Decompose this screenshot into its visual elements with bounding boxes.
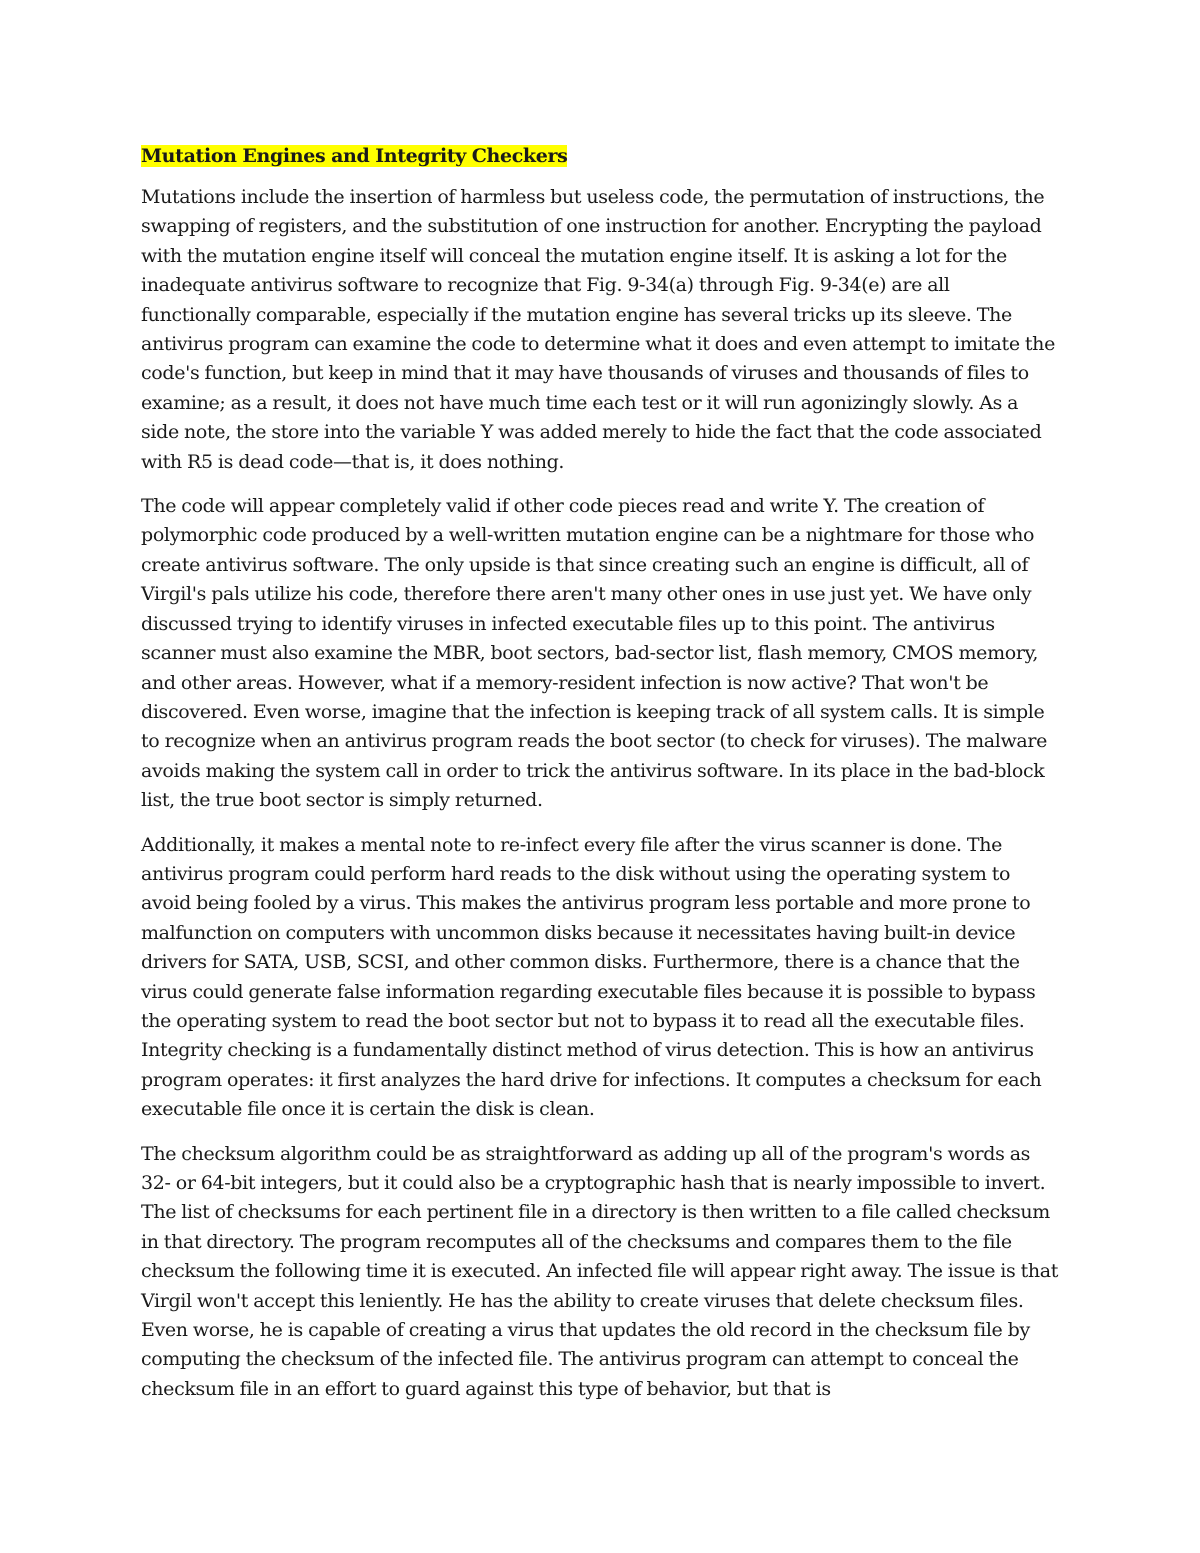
paragraph-1: Mutations include the insertion of harmless but useless code, the permutation of instructions, the swapping of registers, and the substitution of one instruction for another. Encrypting the payload with the mutation engine itself will conceal the mutation engine itself. It is asking a lot for the inadequate antivirus software to recognize that Fig. 9-34(a) through Fig. 9-34(e) are all functionally comparable, especially if the mutation engine has several tricks up its sleeve. The antivirus program can examine the code to determine what it does and even attempt to imitate the code's function, but keep in mind that it may have thousands of viruses and thousands of files to examine; as a result, it does not have much time each test or it will run agonizingly slowly. As a side note, the store into the variable Y was added merely to hide the fact that the code associated with R5 is dead code—that is, it does nothing. xyxy=(141,186,1055,473)
paragraph-2: The code will appear completely valid if other code pieces read and write Y. The creation of polymorphic code produced by a well-written mutation engine can be a nightmare for those who create antivirus software. The only upside is that since creating such an engine is difficult, all of Virgil's pals utilize his code, therefore there aren't many other ones in use just yet. We have only discussed trying to identify viruses in infected executable files up to this point. The antivirus scanner must also examine the MBR, boot sectors, bad-sector list, flash memory, CMOS memory, and other areas. However, what if a memory-resident infection is now active? That won't be discovered. Even worse, imagine that the infection is keeping track of all system calls. It is simple to recognize when an antivirus program reads the boot sector (to check for viruses). The malware avoids making the system call in order to trick the antivirus software. In its place in the bad-block list, the true boot sector is simply returned. xyxy=(141,495,1047,812)
document-title xyxy=(141,141,1061,171)
title-highlight: Mutation Engines and Integrity Checkers xyxy=(141,145,568,167)
paragraph-3: Additionally, it makes a mental note to re-infect every file after the virus scanner is done. The antivirus program could perform hard reads to the disk without using the operating system to avoid being fooled by a virus. This makes the antivirus program less portable and more prone to malfunction on computers with uncommon disks because it necessitates having built-in device drivers for SATA, USB, SCSI, and other common disks. Furthermore, there is a chance that the virus could generate false information regarding executable files because it is possible to bypass the operating system to read the boot sector but not to bypass it to read all the executable files. Integrity checking is a fundamentally distinct method of virus detection. This is how an antivirus program operates: it first analyzes the hard drive for infections. It computes a checksum for each executable file once it is certain the disk is clean. xyxy=(141,833,1042,1121)
paragraph-4: The checksum algorithm could be as straightforward as adding up all of the program's words as 32- or 64-bit integers, but it could also be a cryptographic hash that is nearly impossible to invert. The list of checksums for each pertinent file in a directory is then written to a file called checksum in that directory. The program recomputes all of the checksums and compares them to the file checksum the following time it is executed. An infected file will appear right away. The issue is that Virgil won't accept this leniently. He has the ability to create viruses that delete checksum files. Even worse, he is capable of creating a virus that updates the old record in the checksum file by computing the checksum of the infected file. The antivirus program can attempt to conceal the checksum file in an effort to guard against this type of behavior, but that is xyxy=(141,1142,1059,1400)
document-body xyxy=(141,141,1061,1419)
